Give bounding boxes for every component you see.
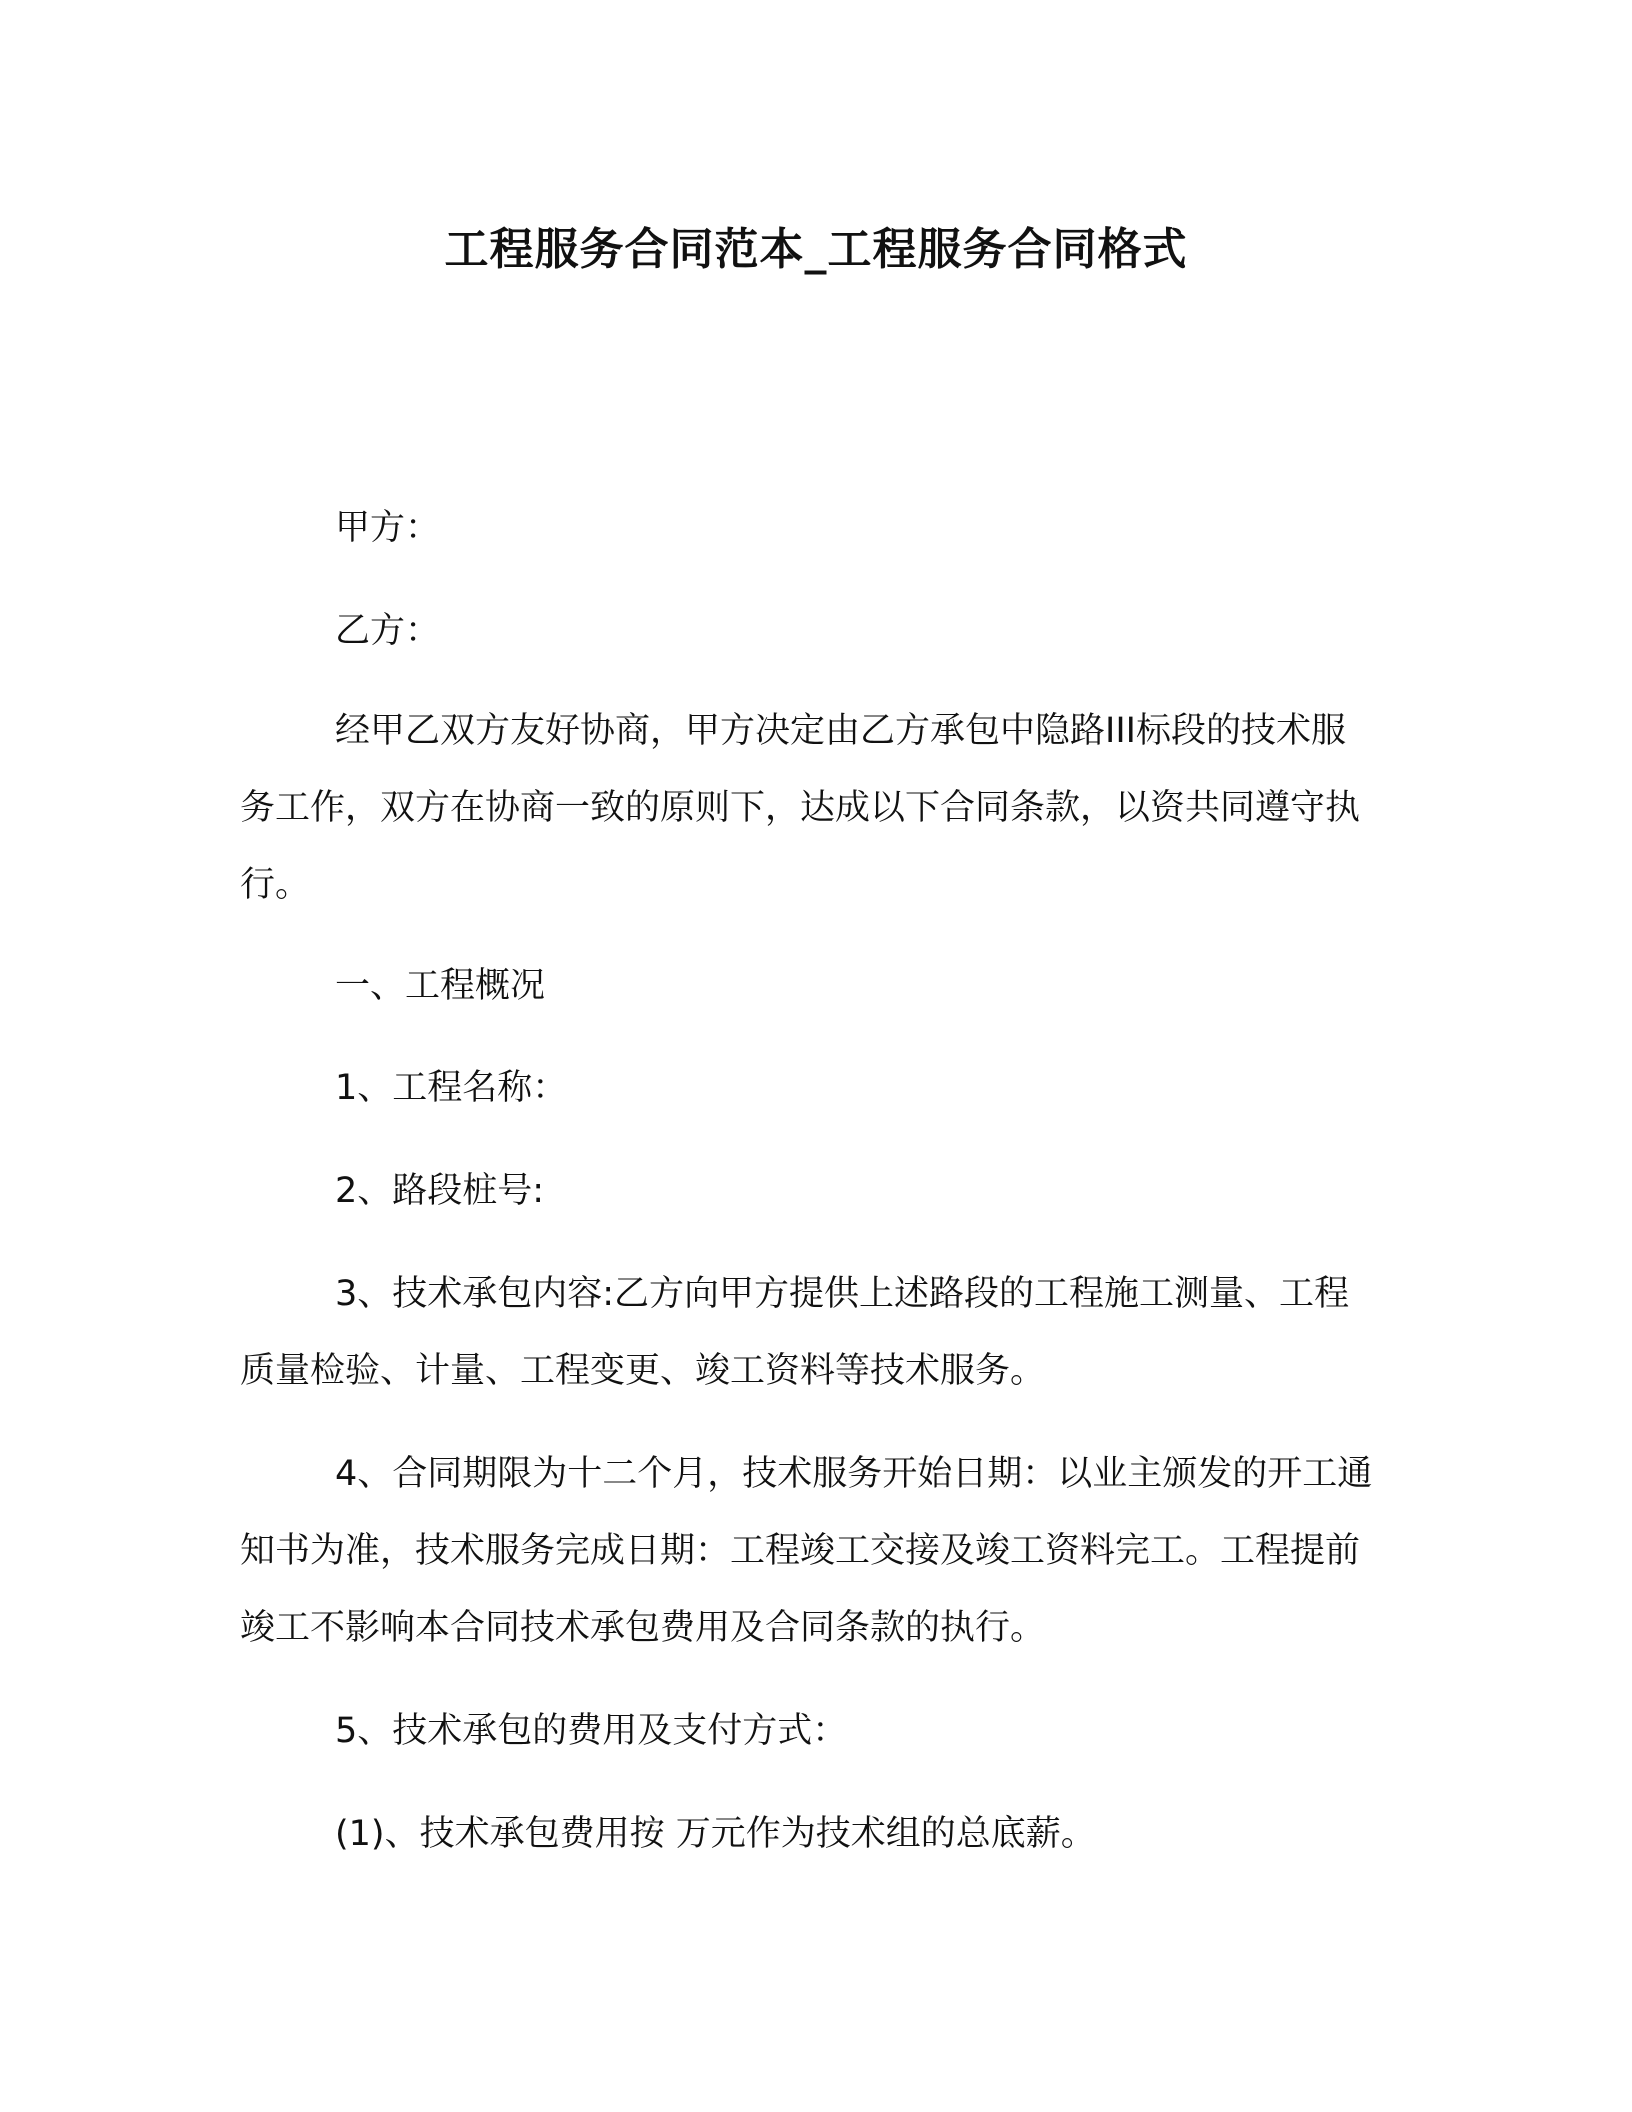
- party-b-line: 乙方：: [335, 611, 441, 651]
- intro-paragraph: 经甲乙双方友好协商，甲方决定由乙方承包中隐路III标段的技术服务工作，双方在协商一致的原则下，达成以下合同条款，以资共同遵守执行。: [240, 711, 1361, 905]
- party-a-line: 甲方：: [335, 508, 441, 548]
- item-contract-period: 4、合同期限为十二个月，技术服务开始日期：以业主颁发的开工通知书为准，技术服务完成日期：工程竣工交接及竣工资料完工。工程提前竣工不影响本合同技术承包费用及合同条款的执行。: [240, 1454, 1373, 1648]
- section-heading-project-overview: 一、工程概况: [335, 966, 546, 1006]
- item-fees-base-salary: (1)、技术承包费用按 万元作为技术组的总底薪。: [335, 1814, 1096, 1854]
- item-project-name: 1、工程名称：: [335, 1068, 568, 1108]
- item-technical-scope: 3、技术承包内容:乙方向甲方提供上述路段的工程施工测量、工程质量检验、计量、工程变更、竣工资料等技术服务。: [240, 1274, 1350, 1391]
- item-fees-payment: 5、技术承包的费用及支付方式：: [335, 1711, 848, 1751]
- document-title: 工程服务合同范本_工程服务合同格式: [444, 224, 1188, 275]
- item-road-section-station: 2、路段桩号:: [335, 1171, 545, 1211]
